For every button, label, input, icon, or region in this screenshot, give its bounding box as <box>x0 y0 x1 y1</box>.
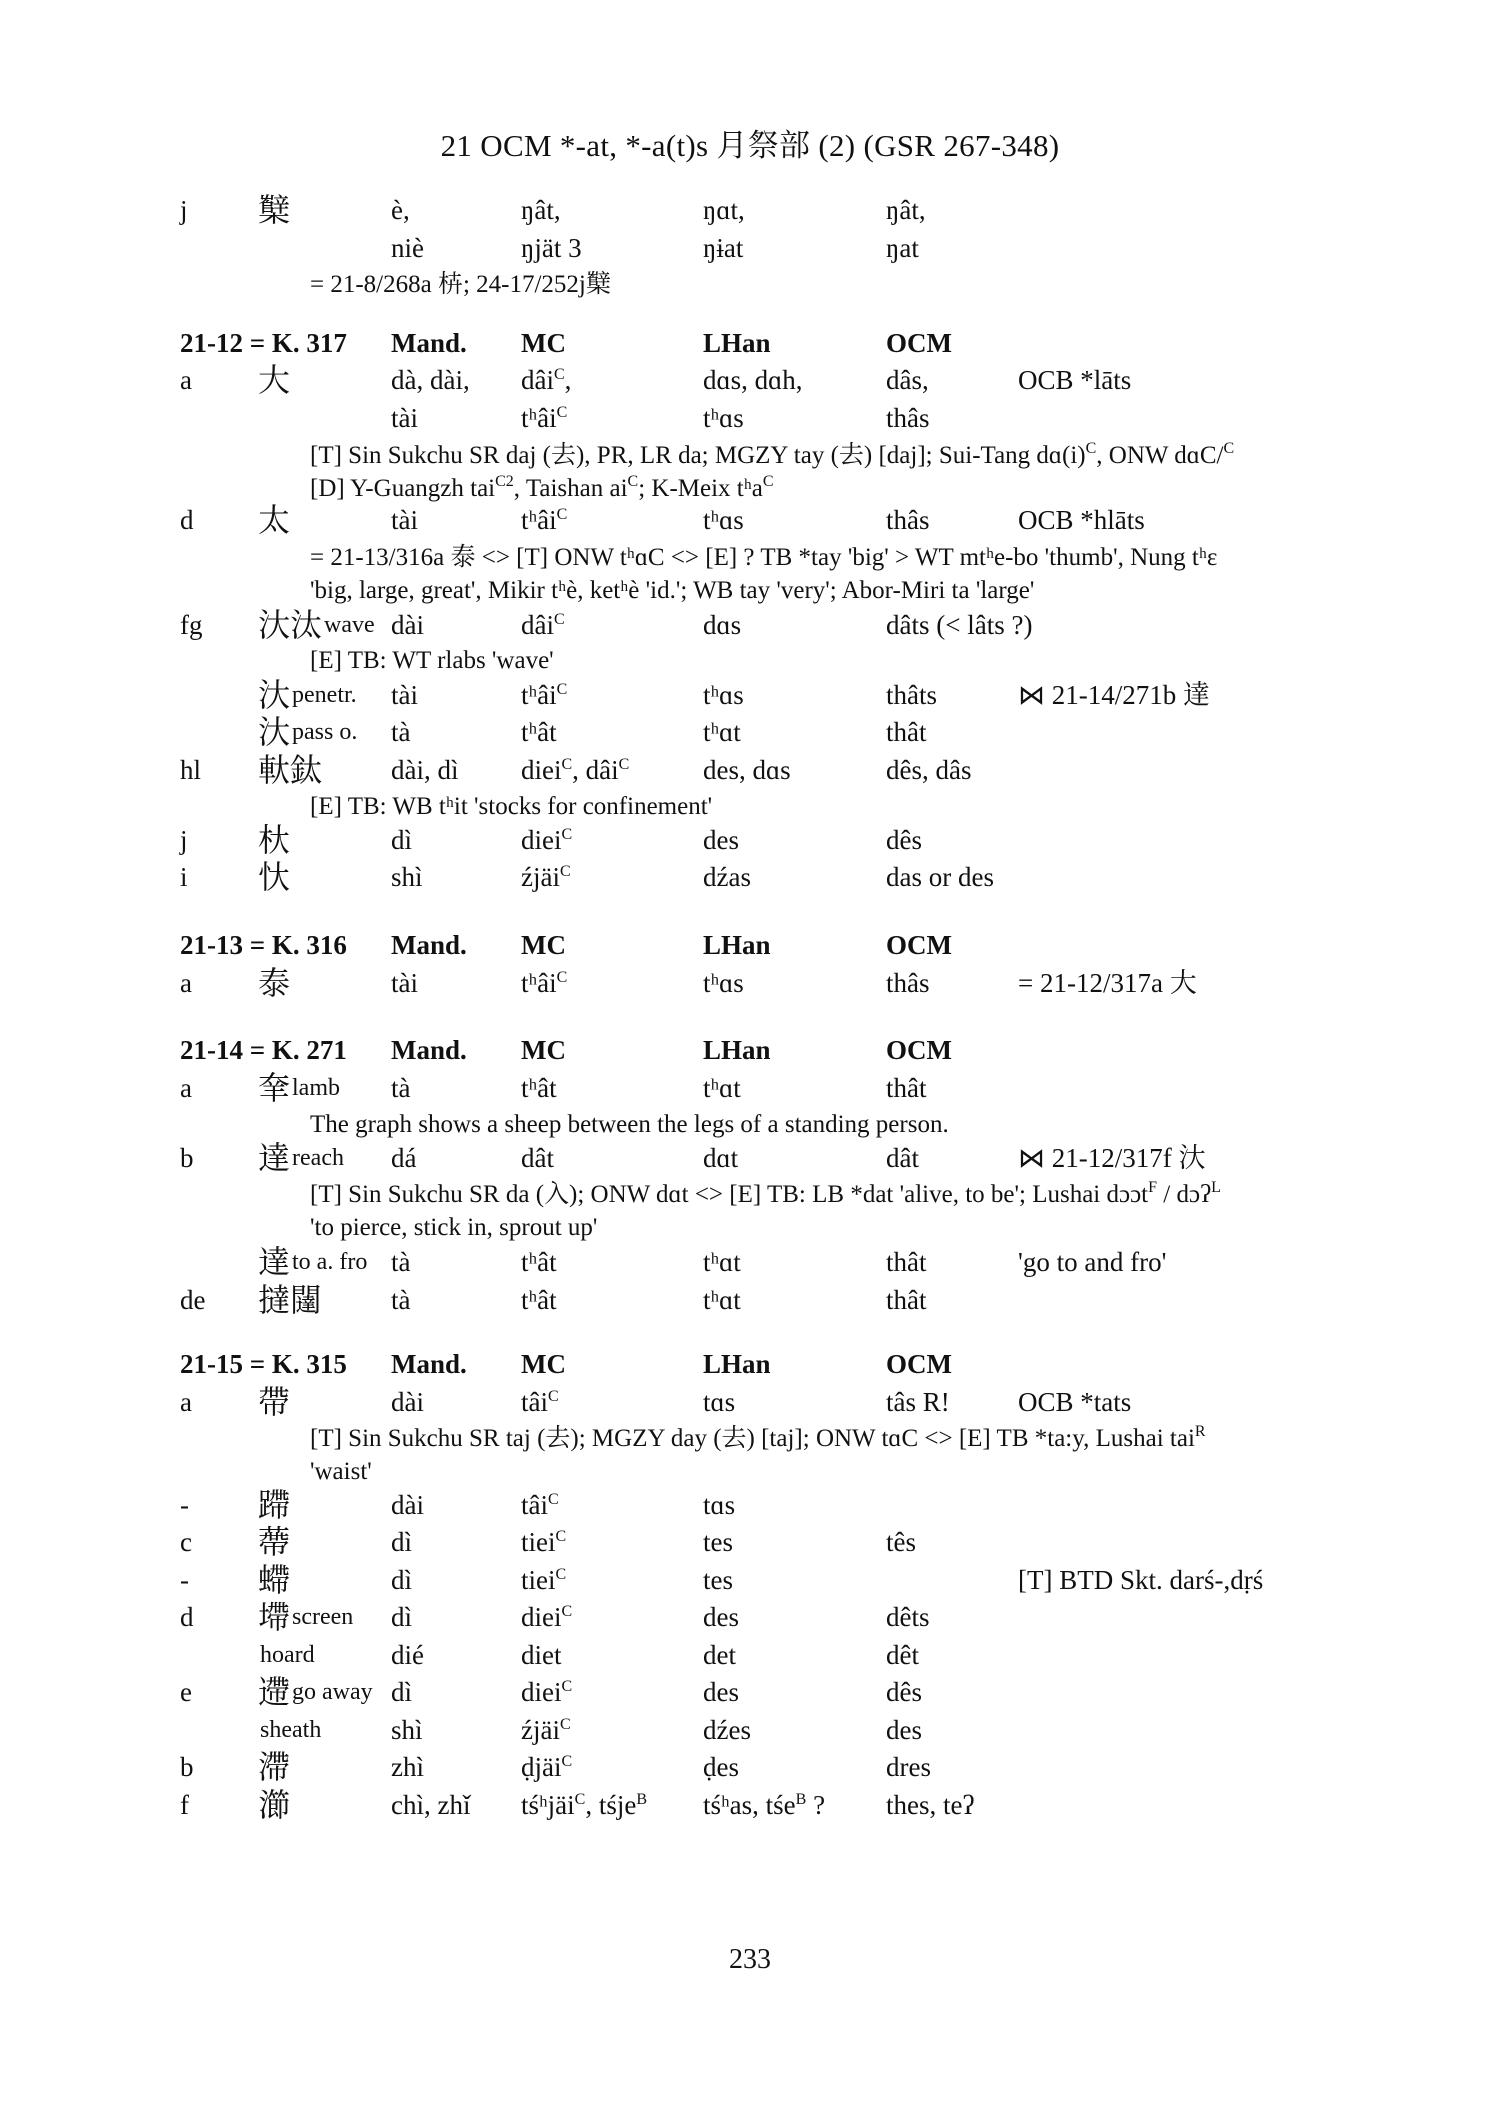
middle-chinese-reading: ŋât, <box>521 195 561 225</box>
entry-key: c <box>180 1527 192 1557</box>
entry-row <box>0 1637 1500 1673</box>
entry-character: 羍 lamb <box>258 1070 341 1106</box>
later-han-reading: tʰɑt <box>703 1285 741 1315</box>
old-chinese-reading: dâts (< lâts ?) <box>886 610 1033 640</box>
mandarin-reading: chì, zhǐ <box>391 1790 471 1820</box>
middle-chinese-reading: tʰât <box>521 717 557 747</box>
entry-remark: OCB *hlāts <box>1018 505 1145 535</box>
note-line: The graph shows a sheep between the legs of a standing person. <box>310 1111 949 1138</box>
entry-row <box>0 1070 1500 1106</box>
entry-row <box>0 1712 1500 1748</box>
middle-chinese-reading: źjäi$^C$ <box>521 862 571 892</box>
entry-key: 21-12 = K. 317 <box>180 328 347 358</box>
mandarin-reading: dì <box>391 1677 413 1707</box>
old-chinese-reading: thâs <box>886 505 930 535</box>
section-header-row <box>0 1346 1500 1382</box>
entry-key: f <box>180 1790 189 1820</box>
middle-chinese-reading: tʰâi$^C$ <box>521 403 568 433</box>
entry-key: b <box>180 1752 194 1782</box>
old-chinese-reading: OCM <box>886 1035 952 1065</box>
section-header-row <box>0 325 1500 361</box>
entry-key: 21-14 = K. 271 <box>180 1035 347 1065</box>
note-line: 'to pierce, stick in, sprout up' <box>310 1214 598 1241</box>
middle-chinese-reading: diet <box>521 1640 562 1670</box>
later-han-reading: tʰɑs <box>703 505 744 535</box>
later-han-reading: tɑs <box>703 1490 736 1520</box>
entry-row <box>0 230 1500 266</box>
middle-chinese-reading: diei$^C$ <box>521 825 573 855</box>
entry-row <box>0 362 1500 398</box>
entry-key: j <box>180 195 188 225</box>
entry-character: 蹛 <box>258 1487 291 1523</box>
entry-row <box>0 1562 1500 1598</box>
later-han-reading: tes <box>703 1527 733 1557</box>
entry-character: 軑鈦 <box>258 752 323 788</box>
entry-row <box>0 607 1500 643</box>
entry-character: 汏 pass o. <box>258 714 358 750</box>
middle-chinese-reading: tiei$^C$ <box>521 1565 567 1595</box>
entry-gloss: go away <box>292 1679 373 1705</box>
old-chinese-reading: dês <box>886 825 922 855</box>
middle-chinese-reading: tiei$^C$ <box>521 1527 567 1557</box>
old-chinese-reading: dres <box>886 1752 931 1782</box>
entry-row <box>0 1140 1500 1176</box>
entry-row <box>0 1749 1500 1785</box>
note-line: [E] TB: WB tʰit 'stocks for confinement' <box>310 793 713 820</box>
later-han-reading: dźas <box>703 862 751 892</box>
entry-key: de <box>180 1285 206 1315</box>
middle-chinese-reading: tâi$^C$ <box>521 1387 559 1417</box>
entry-remark: [T] BTD Skt. darś-,dṛś <box>1018 1565 1264 1595</box>
old-chinese-reading: OCM <box>886 930 952 960</box>
old-chinese-reading: dês <box>886 1677 922 1707</box>
old-chinese-reading: des <box>886 1715 922 1745</box>
entry-character: 遰 go away <box>258 1674 373 1710</box>
mandarin-reading: tài <box>391 680 418 710</box>
later-han-reading: LHan <box>703 1035 771 1065</box>
mandarin-reading: shì <box>391 1715 423 1745</box>
mandarin-reading: dì <box>391 1602 413 1632</box>
entry-gloss: pass o. <box>292 719 358 745</box>
entry-character: 大 <box>258 362 291 398</box>
entry-row <box>0 1244 1500 1280</box>
old-chinese-reading: dâs, <box>886 365 929 395</box>
mandarin-reading: è, <box>391 195 410 225</box>
entry-gloss: wave <box>324 612 375 638</box>
later-han-reading: dɑs, dɑh, <box>703 365 803 395</box>
old-chinese-reading: dêt <box>886 1640 919 1670</box>
later-han-reading: ḍes <box>703 1752 739 1782</box>
later-han-reading: tɑs <box>703 1387 736 1417</box>
mandarin-reading: dài <box>391 610 424 640</box>
note-line: [E] TB: WT rlabs 'wave' <box>310 647 554 674</box>
entry-row <box>0 677 1500 713</box>
running-head: 21 OCM *-at, *-a(t)s 月祭部 (2) (GSR 267-348) <box>440 128 1060 163</box>
later-han-reading: ŋɑt, <box>703 195 745 225</box>
entry-row <box>0 1524 1500 1560</box>
entry-gloss: to a. fro <box>292 1249 368 1275</box>
note-line: 'big, large, great', Mikir tʰè, ketʰè 'id.'; WB tay 'very'; Abor-Miri ta 'large' <box>310 577 1035 604</box>
entry-key: j <box>180 825 188 855</box>
entry-character: 撻闥 <box>258 1282 323 1318</box>
entry-key: a <box>180 1387 192 1417</box>
entry-character: 滯 <box>258 1749 291 1785</box>
middle-chinese-reading: tʰâi$^C$ <box>521 968 568 998</box>
middle-chinese-reading: MC <box>521 328 566 358</box>
entry-remark: 'go to and fro' <box>1018 1247 1167 1277</box>
entry-character: 瀄 <box>258 1787 291 1823</box>
entry-row <box>0 859 1500 895</box>
mandarin-reading: dài <box>391 1490 424 1520</box>
middle-chinese-reading: diei$^C$ <box>521 1602 573 1632</box>
mandarin-reading: dài <box>391 1387 424 1417</box>
old-chinese-reading: thâs <box>886 403 930 433</box>
middle-chinese-reading: MC <box>521 930 566 960</box>
entry-row <box>0 752 1500 788</box>
note-line: [T] Sin Sukchu SR da (入); ONW dɑt <> [E] TB: LB *dat 'alive, to be'; Lushai dɔɔt$^F$ / dɔʔ$^L$ <box>310 1179 1221 1208</box>
mandarin-reading: shì <box>391 862 423 892</box>
entry-row <box>0 502 1500 538</box>
mandarin-reading: tà <box>391 1073 411 1103</box>
entry-row <box>0 1487 1500 1523</box>
old-chinese-reading: thât <box>886 1247 927 1277</box>
entry-remark: ⋈ 21-12/317f 汏 <box>1018 1143 1206 1173</box>
later-han-reading: det <box>703 1640 736 1670</box>
mandarin-reading: dá <box>391 1143 417 1173</box>
entry-key: e <box>180 1677 192 1707</box>
note-line: 'waist' <box>310 1458 372 1485</box>
mandarin-reading: tà <box>391 1247 411 1277</box>
entry-gloss: hoard <box>260 1642 315 1668</box>
middle-chinese-reading: tśʰjäi$^C$, tśje$^B$ <box>521 1790 648 1820</box>
entry-key: 21-13 = K. 316 <box>180 930 347 960</box>
entry-row <box>0 822 1500 858</box>
old-chinese-reading: thât <box>886 1073 927 1103</box>
middle-chinese-reading: tʰât <box>521 1285 557 1315</box>
entry-key: i <box>180 862 188 892</box>
entry-remark: OCB *lāts <box>1018 365 1132 395</box>
entry-key: d <box>180 505 194 535</box>
mandarin-reading: tài <box>391 403 418 433</box>
later-han-reading: ŋɨat <box>703 233 744 263</box>
later-han-reading: des, dɑs <box>703 755 791 785</box>
later-han-reading: tʰɑs <box>703 680 744 710</box>
later-han-reading: des <box>703 825 739 855</box>
section-header-row <box>0 927 1500 963</box>
later-han-reading: LHan <box>703 1349 771 1379</box>
entry-remark: OCB *tats <box>1018 1387 1132 1417</box>
later-han-reading: LHan <box>703 930 771 960</box>
note-line: = 21-13/316a 泰 <> [T] ONW tʰɑC <> [E] ? TB *tay 'big' > WT mtʰe-bo 'thumb', Nung tʰɛ <box>310 544 1218 571</box>
entry-key: d <box>180 1602 194 1632</box>
later-han-reading: tʰɑs <box>703 968 744 998</box>
later-han-reading: des <box>703 1677 739 1707</box>
middle-chinese-reading: dâi$^C$, <box>521 365 572 395</box>
entry-row <box>0 192 1500 228</box>
entry-character: 螮 <box>258 1562 291 1598</box>
entry-row <box>0 1787 1500 1823</box>
entry-character: 杕 <box>258 822 291 858</box>
mandarin-reading: dié <box>391 1640 424 1670</box>
middle-chinese-reading: ŋjät 3 <box>521 233 582 263</box>
later-han-reading: dɑt <box>703 1143 739 1173</box>
mandarin-reading: tà <box>391 717 411 747</box>
mandarin-reading: dì <box>391 825 413 855</box>
later-han-reading: dɑs <box>703 610 742 640</box>
old-chinese-reading: thâs <box>886 968 930 998</box>
old-chinese-reading: ŋat <box>886 233 919 263</box>
old-chinese-reading: thâts <box>886 680 937 710</box>
later-han-reading: tʰɑt <box>703 717 741 747</box>
later-han-reading: tśʰas, tśe$^B$ ? <box>703 1790 826 1820</box>
mandarin-reading: dà, dài, <box>391 365 470 395</box>
middle-chinese-reading: dât <box>521 1143 554 1173</box>
old-chinese-reading: thât <box>886 1285 927 1315</box>
note-line: = 21-8/268a 枿; 24-17/252j櫱 <box>310 271 611 298</box>
later-han-reading: tes <box>703 1565 733 1595</box>
entry-character: 汏 penetr. <box>258 677 357 713</box>
mandarin-reading: dài, dì <box>391 755 459 785</box>
note-line: [T] Sin Sukchu SR daj (去), PR, LR da; MGZY tay (去) [daj]; Sui-Tang $dɑ(i)^C$, ONW dɑC/$^C$ <box>310 440 1235 469</box>
old-chinese-reading: dêts <box>886 1602 930 1632</box>
middle-chinese-reading: dâi$^C$ <box>521 610 565 640</box>
entry-gloss: lamb <box>292 1075 341 1101</box>
entry-gloss: penetr. <box>292 682 357 708</box>
entry-character: 忕 <box>258 859 291 895</box>
entry-character: 櫱 <box>258 192 291 228</box>
mandarin-reading: Mand. <box>391 1035 467 1065</box>
mandarin-reading: Mand. <box>391 930 467 960</box>
mandarin-reading: dì <box>391 1565 413 1595</box>
page-number: 233 <box>729 1944 771 1975</box>
entry-key: a <box>180 365 192 395</box>
entry-character: 達 to a. fro <box>258 1244 368 1280</box>
middle-chinese-reading: tʰâi$^C$ <box>521 505 568 535</box>
old-chinese-reading: dât <box>886 1143 919 1173</box>
entry-gloss: screen <box>292 1604 354 1630</box>
mandarin-reading: tài <box>391 505 418 535</box>
later-han-reading: tʰɑs <box>703 403 744 433</box>
later-han-reading: des <box>703 1602 739 1632</box>
old-chinese-reading: OCM <box>886 328 952 358</box>
entry-key: a <box>180 968 192 998</box>
entry-character: 蔕 <box>258 1524 291 1560</box>
mandarin-reading: tài <box>391 968 418 998</box>
mandarin-reading: niè <box>391 233 424 263</box>
entry-key: hl <box>180 755 202 785</box>
mandarin-reading: zhì <box>391 1752 424 1782</box>
entry-gloss: sheath <box>260 1717 322 1743</box>
entry-character: 墆 screen <box>258 1599 354 1635</box>
entry-key: 21-15 = K. 315 <box>180 1349 347 1379</box>
entry-row <box>0 1674 1500 1710</box>
old-chinese-reading: OCM <box>886 1349 952 1379</box>
entry-character: 達 reach <box>258 1140 344 1176</box>
middle-chinese-reading: tâi$^C$ <box>521 1490 559 1520</box>
entry-remark: = 21-12/317a 大 <box>1018 968 1197 998</box>
entry-key: a <box>180 1073 192 1103</box>
middle-chinese-reading: diei$^C$, dâi$^C$ <box>521 755 630 785</box>
entry-character: 泰 <box>258 965 291 1001</box>
old-chinese-reading: tâs R! <box>886 1387 950 1417</box>
entry-key: - <box>180 1565 189 1595</box>
middle-chinese-reading: tʰât <box>521 1247 557 1277</box>
entry-row <box>0 714 1500 750</box>
mandarin-reading: dì <box>391 1527 413 1557</box>
entry-row <box>0 400 1500 436</box>
mandarin-reading: Mand. <box>391 328 467 358</box>
entry-character: 汏汰 wave <box>258 607 375 643</box>
entry-key: - <box>180 1490 189 1520</box>
entry-character: 帶 <box>258 1384 291 1420</box>
old-chinese-reading: tês <box>886 1527 916 1557</box>
entry-gloss: reach <box>292 1145 344 1171</box>
section-header-row <box>0 1032 1500 1068</box>
entry-row <box>0 1282 1500 1318</box>
mandarin-reading: tà <box>391 1285 411 1315</box>
entry-character: 太 <box>258 502 291 538</box>
entry-key: fg <box>180 610 203 640</box>
entry-row <box>0 1599 1500 1635</box>
entry-key: b <box>180 1143 194 1173</box>
entry-row <box>0 1384 1500 1420</box>
middle-chinese-reading: MC <box>521 1035 566 1065</box>
later-han-reading: tʰɑt <box>703 1073 741 1103</box>
old-chinese-reading: dês, dâs <box>886 755 972 785</box>
middle-chinese-reading: tʰâi$^C$ <box>521 680 568 710</box>
old-chinese-reading: thât <box>886 717 927 747</box>
note-line: [D] Y-Guangzh tai$^{C2}$, Taishan $ai^C$; K-Meix tʰa$^C$ <box>310 473 774 502</box>
old-chinese-reading: ŋât, <box>886 195 926 225</box>
later-han-reading: tʰɑt <box>703 1247 741 1277</box>
middle-chinese-reading: diei$^C$ <box>521 1677 573 1707</box>
note-line: [T] Sin Sukchu SR taj (去); MGZY day (去) [taj]; ONW tɑC <> [E] TB *ta:y, Lushai tai$^R$ <box>310 1423 1206 1452</box>
entry-remark: ⋈ 21-14/271b 達 <box>1018 680 1210 710</box>
middle-chinese-reading: ḍjäi$^C$ <box>521 1752 573 1782</box>
old-chinese-reading: thes, teʔ <box>886 1790 975 1820</box>
later-han-reading: dźes <box>703 1715 751 1745</box>
middle-chinese-reading: tʰât <box>521 1073 557 1103</box>
middle-chinese-reading: MC <box>521 1349 566 1379</box>
middle-chinese-reading: źjäi$^C$ <box>521 1715 571 1745</box>
entry-row <box>0 965 1500 1001</box>
old-chinese-reading: das or des <box>886 862 994 892</box>
later-han-reading: LHan <box>703 328 771 358</box>
mandarin-reading: Mand. <box>391 1349 467 1379</box>
